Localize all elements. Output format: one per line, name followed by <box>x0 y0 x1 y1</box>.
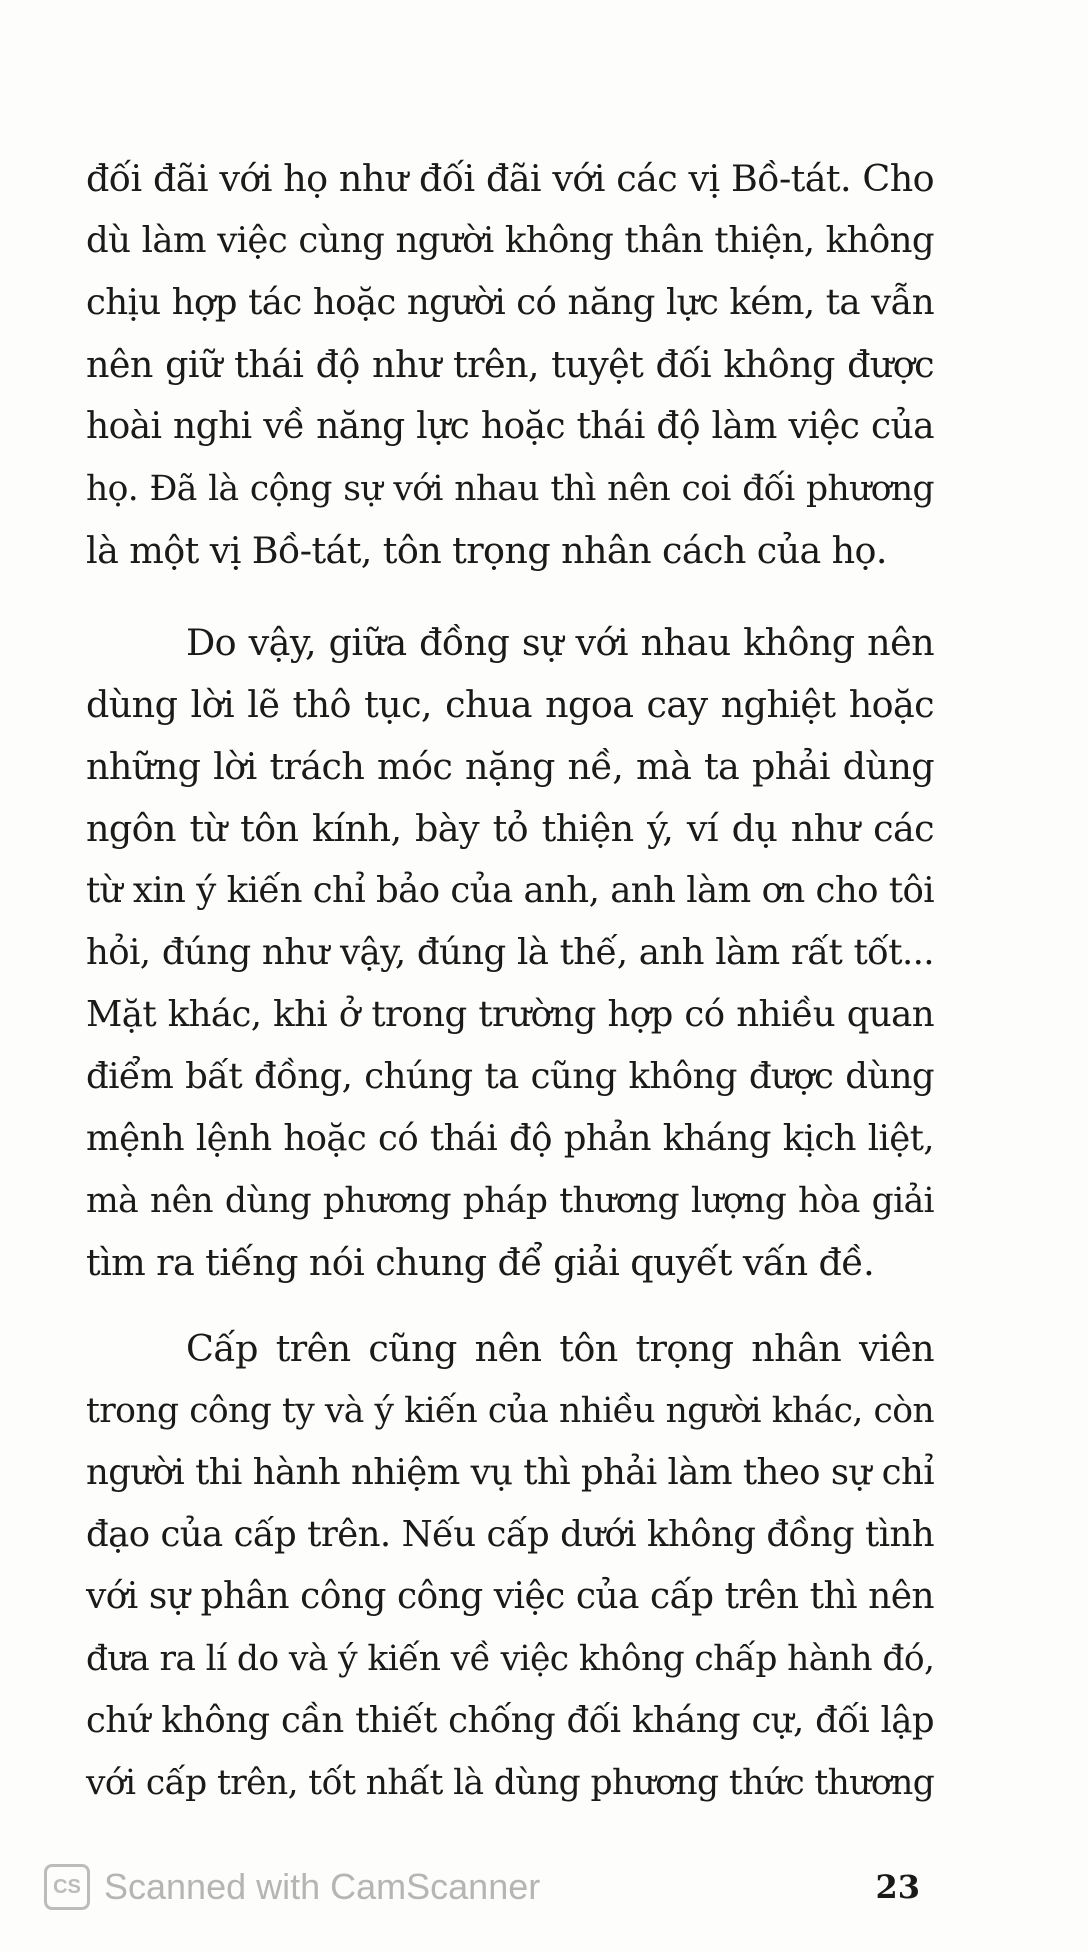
text-line: chứ không cần thiết chống đối kháng cự, đối lập <box>86 1700 934 1741</box>
text-line: chịu hợp tác hoặc người có năng lực kém, ta vẫn <box>86 282 934 323</box>
text-line: đối đãi với họ như đối đãi với các vị Bồ-tát. Cho <box>86 157 934 200</box>
text-line: dùng lời lẽ thô tục, chua ngoa cay nghiệt hoặc <box>86 683 934 726</box>
text-line: với sự phân công công việc của cấp trên thì nên <box>86 1576 934 1617</box>
text-line: hỏi, đúng như vậy, đúng là thế, anh làm rất tốt... <box>86 932 934 973</box>
text-line: Mặt khác, khi ở trong trường hợp có nhiều quan <box>86 994 934 1035</box>
text-line: người thi hành nhiệm vụ thì phải làm theo sự chỉ <box>86 1452 934 1493</box>
text-line: ngôn từ tôn kính, bày tỏ thiện ý, ví dụ như các <box>86 807 934 850</box>
text-line: Do vậy, giữa đồng sự với nhau không nên <box>186 621 934 664</box>
text-line: mệnh lệnh hoặc có thái độ phản kháng kịch liệt, <box>86 1118 934 1159</box>
text-line: nên giữ thái độ như trên, tuyệt đối không được <box>86 343 934 386</box>
text-line: với cấp trên, tốt nhất là dùng phương thức thương <box>86 1763 935 1803</box>
text-line: dù làm việc cùng người không thân thiện, không <box>86 220 934 261</box>
text-line: tìm ra tiếng nói chung để giải quyết vấn đề. <box>86 1241 875 1284</box>
text-line: hoài nghi về năng lực hoặc thái độ làm việc của <box>86 406 934 447</box>
paragraph-3 <box>86 1318 934 1814</box>
text-line: mà nên dùng phương pháp thương lượng hòa giải <box>86 1181 934 1221</box>
text-line: là một vị Bồ-tát, tôn trọng nhân cách của họ. <box>86 529 887 572</box>
camscanner-watermark <box>44 1862 540 1912</box>
text-line: đạo của cấp trên. Nếu cấp dưới không đồng tình <box>86 1514 934 1555</box>
text-line: những lời trách móc nặng nề, mà ta phải dùng <box>86 745 934 788</box>
text-line: đưa ra lí do và ý kiến về việc không chấp hành đó, <box>86 1639 935 1679</box>
page-number: 23 <box>875 1868 920 1906</box>
text-line: điểm bất đồng, chúng ta cũng không được dùng <box>86 1056 934 1097</box>
text-line: Cấp trên cũng nên tôn trọng nhân viên <box>186 1327 934 1370</box>
text-line: trong công ty và ý kiến của nhiều người khác, còn <box>86 1391 934 1431</box>
watermark-text: Scanned with CamScanner <box>104 1866 541 1907</box>
paragraph-2 <box>86 612 934 1294</box>
camscanner-logo-icon: CS <box>44 1864 90 1910</box>
paragraph-1 <box>86 148 934 582</box>
text-line: từ xin ý kiến chỉ bảo của anh, anh làm ơn cho tôi <box>86 870 934 911</box>
text-line: họ. Đã là cộng sự với nhau thì nên coi đối phương <box>86 469 934 509</box>
